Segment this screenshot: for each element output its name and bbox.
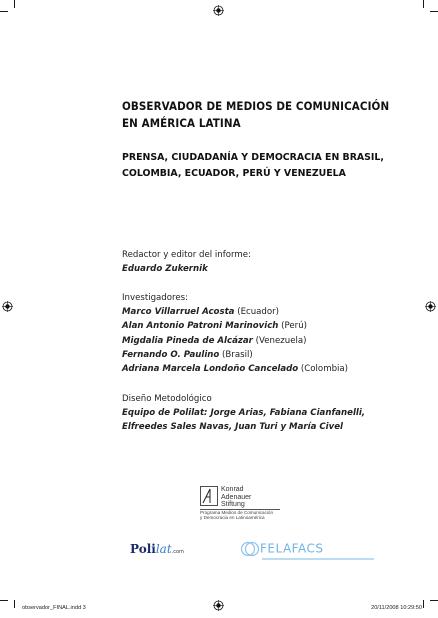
felafacs-logo-text: FELAFACS [260, 541, 324, 556]
researcher-country: (Ecuador) [234, 307, 280, 318]
crop-mark [0, 600, 8, 601]
page-title [122, 98, 422, 132]
registration-mark-right [425, 301, 436, 312]
researcher-row [122, 348, 422, 362]
crop-mark [430, 600, 438, 601]
researchers-label: Investigadores: [122, 293, 189, 303]
polilat-logo-accent: lat [155, 542, 172, 556]
kas-caption: Programa Medios de Comunicación y Democracia en Latinoamérica [200, 510, 274, 521]
editor-label: Redactor y editor del informe: [122, 250, 251, 260]
researcher-row [122, 334, 422, 348]
researcher-name: Adriana Marcela Londoño Cancelado [122, 364, 299, 375]
polilat-logo [130, 538, 184, 557]
crop-mark [14, 0, 15, 8]
researcher-country: (Colombia) [298, 364, 349, 375]
title-line: OBSERVADOR DE MEDIOS DE COMUNICACIÓN [122, 99, 390, 113]
researcher-name: Marco Villarruel Acosta [122, 307, 235, 318]
researcher-row [122, 319, 422, 333]
title-line: EN AMÉRICA LATINA [122, 116, 241, 130]
felafacs-logo [240, 538, 374, 560]
kas-name: Konrad Adenauer Stiftung [221, 486, 252, 508]
polilat-logo-text: Poli [130, 542, 156, 556]
crop-mark [0, 11, 8, 12]
subtitle-line: PRENSA, CIUDADANÍA Y DEMOCRACIA EN BRASIL, [122, 152, 384, 163]
editor-block [122, 248, 422, 276]
crop-mark [430, 11, 438, 12]
researcher-row [122, 362, 422, 376]
researcher-country: (Venezuela) [252, 335, 307, 346]
design-team-line: Equipo de Polilat: Jorge Arias, Fabiana Cianfanelli, [122, 408, 366, 419]
felafacs-underline [262, 558, 374, 560]
editor-name: Eduardo Zukernik [122, 264, 208, 275]
registration-mark-left [2, 301, 13, 312]
crop-mark [14, 600, 15, 608]
subtitle-line: COLOMBIA, ECUADOR, PERÚ Y VENEZUELA [122, 168, 346, 179]
researcher-country: (Brasil) [219, 349, 253, 360]
researcher-country: (Perú) [278, 321, 308, 332]
slug-date: 20/11/2008 10:29:50 [371, 605, 422, 611]
print-slug [22, 605, 422, 611]
researcher-name: Alan Antonio Patroni Marinovich [122, 321, 279, 332]
crop-mark [423, 600, 424, 608]
researcher-name: Fernando O. Paulino [122, 349, 220, 360]
researchers-block [122, 291, 422, 376]
researcher-row [122, 305, 422, 319]
felafacs-emblem-icon [240, 541, 260, 557]
researcher-name: Migdalia Pineda de Alcázar [122, 335, 253, 346]
crop-mark [423, 0, 424, 8]
polilat-logo-domain: .com [171, 549, 184, 555]
page-subtitle [122, 150, 422, 182]
design-block [122, 392, 422, 435]
registration-mark-top [213, 5, 224, 16]
design-label: Diseño Metodológico [122, 394, 212, 404]
kas-emblem-icon [200, 486, 218, 506]
slug-file: observador_FINAL.indd 3 [22, 605, 86, 611]
design-team-line: Elfreedes Sales Navas, Juan Turi y María Civel [122, 422, 343, 433]
